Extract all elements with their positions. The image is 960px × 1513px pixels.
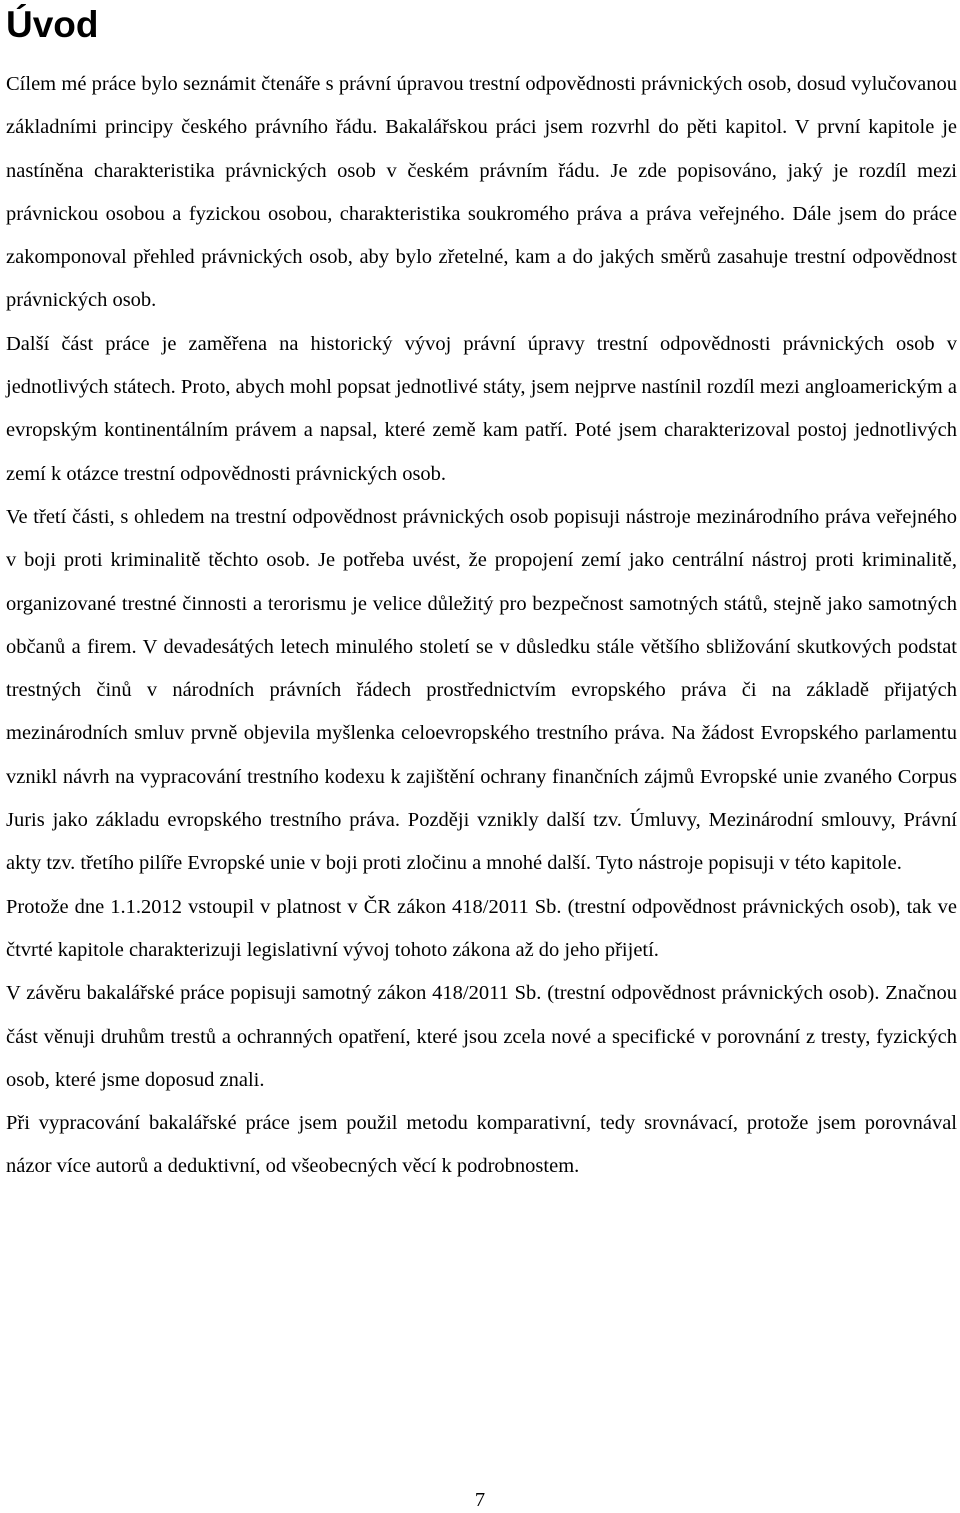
page-number: 7 <box>474 1489 486 1511</box>
paragraph-2: Další část práce je zaměřena na historický vývoj právní úpravy trestní odpovědnosti právnických osob v jednotlivých státech. Proto, abych mohl popsat jednotlivé státy, jsem nejprve nastínil rozdíl mezi angloamerickým a evropským kontinentálním právem a napsal, které země kam patří. Poté jsem charakterizoval postoj jednotlivých zemí k otázce trestní odpovědnosti právnických osob. <box>6 332 957 485</box>
body-text <box>6 63 957 1189</box>
paragraph-3: Ve třetí části, s ohledem na trestní odpovědnost právnických osob popisuji nástroje mezinárodního práva veřejného v boji proti kriminalitě těchto osob. Je potřeba uvést, že propojení zemí jako centrální nástroj proti kriminalitě, organizované trestné činnosti a terorismu je velice důležitý pro bezpečnost samotných států, stejně jako samotných občanů a firem. V devadesátých letech minulého století se v důsledku stále většího sbližování skutkových podstat trestných činů v národních právních řádech prostřednictvím evropského práva či na základě přijatých mezinárodních smluv prvně objevila myšlenka celoevropského trestního práva. Na žádost Evropského parlamentu vznikl návrh na vypracování trestního kodexu k zajištění ochrany finančních zájmů Evropské unie zvaného Corpus Juris jako základu evropského trestního práva. Později vznikly další tzv. Úmluvy, Mezinárodní smlouvy, Právní akty tzv. třetího pilíře Evropské unie v boji proti zločinu a mnohé další. Tyto nástroje popisuji v této kapitole. <box>6 505 957 875</box>
paragraph-5: V závěru bakalářské práce popisuji samotný zákon 418/2011 Sb. (trestní odpovědnost právnických osob). Značnou část věnuji druhům trestů a ochranných opatření, které jsou zcela nové a specifické v porovnání z tresty, fyzických osob, které jsme doposud znali. <box>6 982 957 1091</box>
paragraph-4: Protože dne 1.1.2012 vstoupil v platnost v ČR zákon 418/2011 Sb. (trestní odpovědnost právnických osob), tak ve čtvrté kapitole charakterizuji legislativní vývoj tohoto zákona až do jeho přijetí. <box>6 895 957 961</box>
paragraph-1: Cílem mé práce bylo seznámit čtenáře s právní úpravou trestní odpovědnosti právnických osob, dosud vylučovanou základními principy českého právního řádu. Bakalářskou práci jsem rozvrhl do pěti kapitol. V první kapitole je nastíněna charakteristika právnických osob v českém právním řádu. Je zde popisováno, jaký je rozdíl mezi právnickou osobou a fyzickou osobou, charakteristika soukromého práva a práva veřejného. Dále jsem do práce zakomponoval přehled právnických osob, aby bylo zřetelné, kam a do jakých směrů zasahuje trestní odpovědnost právnických osob. <box>6 73 957 312</box>
paragraph-6: Při vypracování bakalářské práce jsem použil metodu komparativní, tedy srovnávací, protože jsem porovnával názor více autorů a deduktivní, od všeobecných věcí k podrobnostem. <box>6 1112 957 1178</box>
page-title: Úvod <box>6 4 99 45</box>
